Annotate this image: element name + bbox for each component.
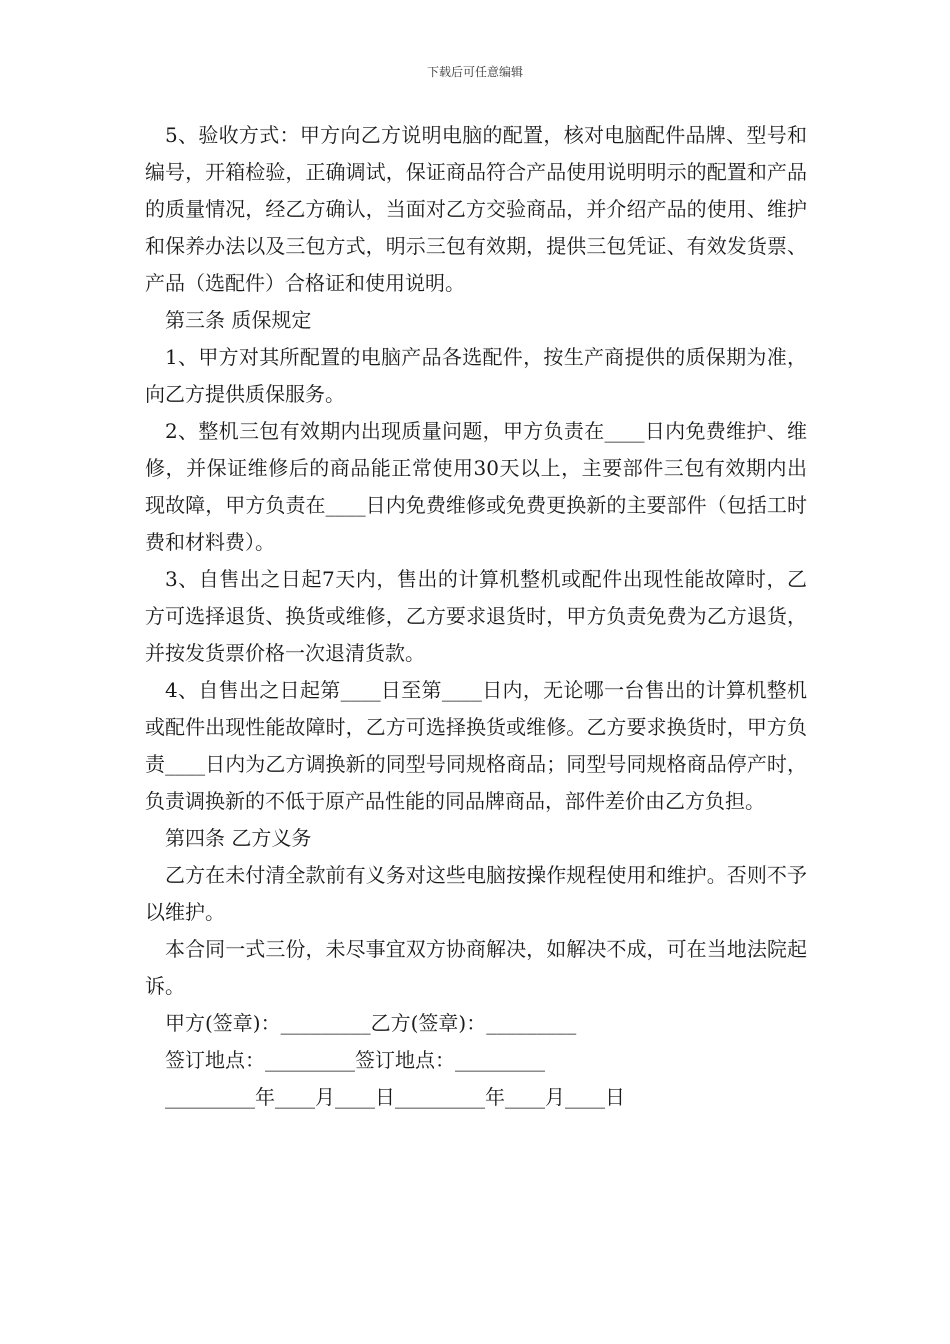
paragraph-warranty-2: 2、整机三包有效期内出现质量问题，甲方负责在____日内免费维护、维修，并保证维修后的商品能正常使用30天以上，主要部件三包有效期内出现故障，甲方负责在____日内免费维修或免费更换新的主要部件（包括工时费和材料费）。: [145, 419, 807, 554]
signature-line: 甲方(签章)：_________乙方(签章)：_________: [165, 1011, 577, 1035]
paragraph-warranty-3: 3、自售出之日起7天内，售出的计算机整机或配件出现性能故障时，乙方可选择退货、换货或维修，乙方要求退货时，甲方负责免费为乙方退货，并按发货票价格一次退清货款。: [145, 567, 807, 665]
paragraph-warranty-4: 4、自售出之日起第____日至第____日内，无论哪一台售出的计算机整机或配件出现性能故障时，乙方可选择换货或维修。乙方要求换货时，甲方负责____日内为乙方调换新的同型号同规格商品；同型号同规格商品停产时，负责调换新的不低于原产品性能的同品牌商品，部件差价由乙方负担。: [145, 678, 807, 813]
document-body: [145, 117, 807, 1116]
page-header-note: 下载后可任意编辑: [426, 65, 523, 79]
paragraph-warranty-1: 1、甲方对其所配置的电脑产品各选配件，按生产商提供的质保期为准，向乙方提供质保服务。: [145, 345, 807, 406]
section-heading-obligations: 第四条 乙方义务: [165, 826, 312, 850]
paragraph-copies: 本合同一式三份，未尽事宜双方协商解决，如解决不成，可在当地法院起诉。: [145, 937, 807, 998]
section-heading-warranty: 第三条 质保规定: [165, 308, 312, 332]
signing-date-line: _________年____月____日_________年____月____日: [165, 1085, 625, 1109]
paragraph-obligations: 乙方在未付清全款前有义务对这些电脑按操作规程使用和维护。否则不予以维护。: [145, 863, 807, 924]
paragraph-acceptance: 5、验收方式：甲方向乙方说明电脑的配置，核对电脑配件品牌、型号和编号，开箱检验，正确调试，保证商品符合产品使用说明明示的配置和产品的质量情况，经乙方确认，当面对乙方交验商品，并介绍产品的使用、维护和保养办法以及三包方式，明示三包有效期，提供三包凭证、有效发货票、产品（选配件）合格证和使用说明。: [145, 123, 807, 295]
signing-location-line: 签订地点：_________签订地点：_________: [165, 1048, 545, 1072]
